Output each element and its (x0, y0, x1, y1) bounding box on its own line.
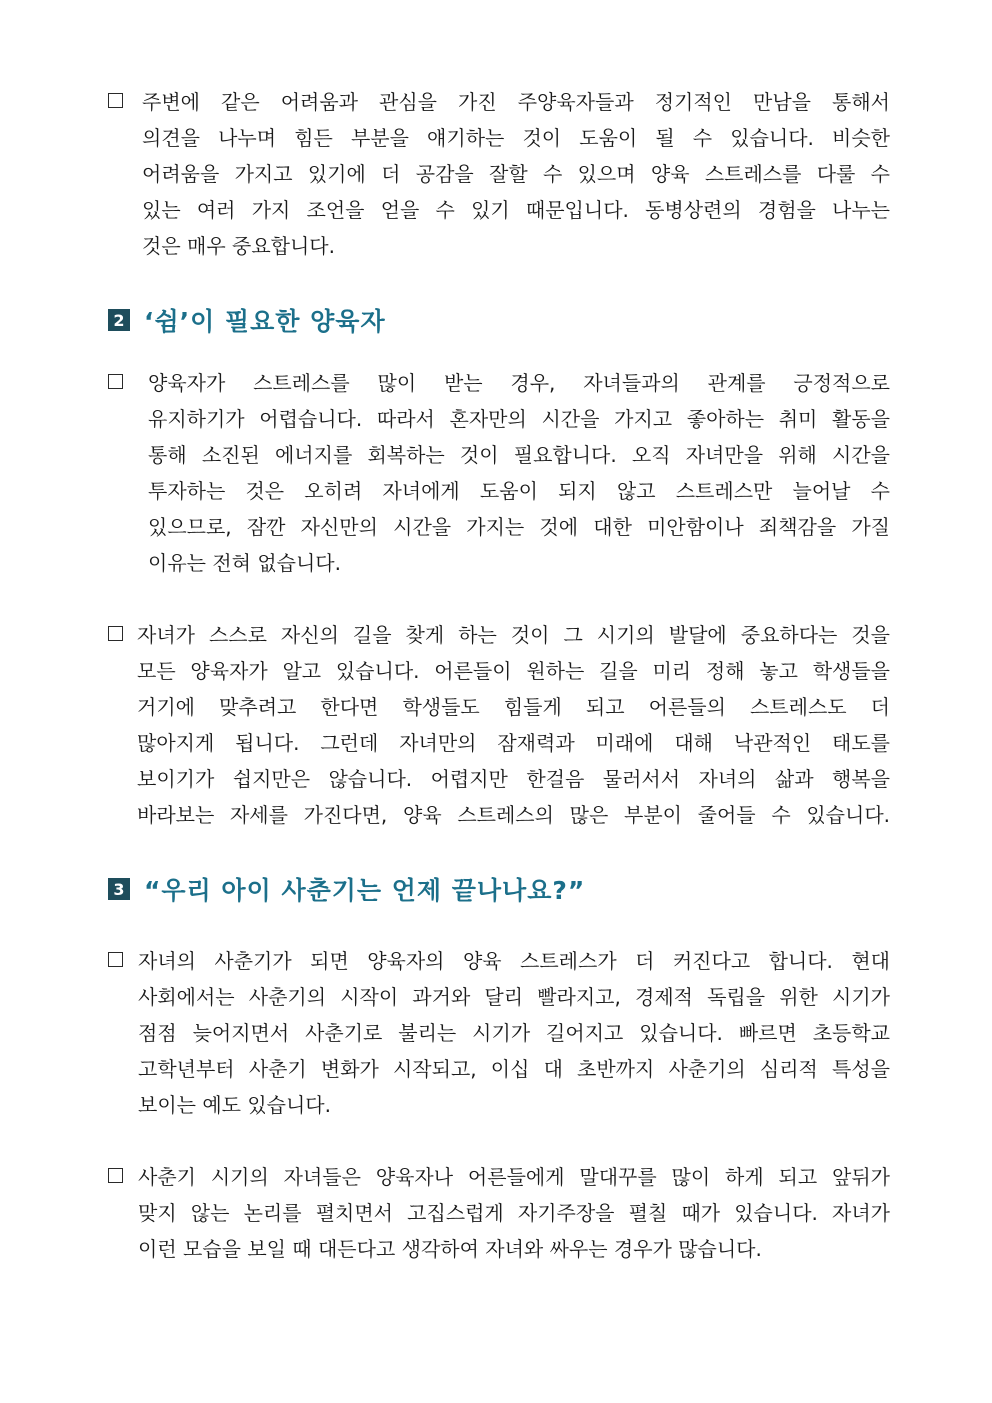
paragraph-line: 보이는 예도 있습니다. (138, 1093, 331, 1117)
section-title: ‘쉼’이 필요한 양육자 (144, 307, 386, 336)
paragraph-line: 고학년부터 사춘기 변화가 시작되고, 이십 대 초반까지 사춘기의 심리적 특성을 (138, 1057, 890, 1081)
paragraph-line: 의견을 나누며 힘든 부분을 얘기하는 것이 도움이 될 수 있습니다. 비슷한 (142, 126, 890, 150)
paragraph-line: 모든 양육자가 알고 있습니다. 어른들이 원하는 길을 미리 정해 놓고 학생들을 (137, 659, 890, 683)
paragraph-line: 점점 늦어지면서 사춘기로 불리는 시기가 길어지고 있습니다. 빠르면 초등학교 (138, 1021, 890, 1045)
section-heading-3 (108, 873, 585, 905)
paragraph-puberty-stress (108, 943, 890, 1123)
paragraph-peer-support (108, 84, 890, 264)
checkbox-bullet-icon (108, 952, 123, 967)
paragraph-line: 이런 모습을 보일 때 대든다고 생각하여 자녀와 싸우는 경우가 많습니다. (138, 1237, 762, 1261)
paragraph-line: 것은 매우 중요합니다. (142, 234, 335, 258)
paragraph-line: 사회에서는 사춘기의 시작이 과거와 달리 빨라지고, 경제적 독립을 위한 시기가 (138, 985, 890, 1009)
paragraph-line: 보이기가 쉽지만은 않습니다. 어렵지만 한걸음 물러서서 자녀의 삶과 행복을 (137, 767, 890, 791)
paragraph-line: 이유는 전혀 없습니다. (148, 551, 341, 575)
paragraph-child-path (108, 617, 890, 833)
paragraph-line: 거기에 맞추려고 한다면 학생들도 힘들게 되고 어른들의 스트레스도 더 (137, 695, 890, 719)
paragraph-line: 자녀의 사춘기가 되면 양육자의 양육 스트레스가 더 커진다고 합니다. 현대 (138, 949, 890, 973)
paragraph-line: 통해 소진된 에너지를 회복하는 것이 필요합니다. 오직 자녀만을 위해 시간을 (148, 443, 890, 467)
checkbox-bullet-icon (108, 626, 123, 641)
paragraph-line: 많아지게 됩니다. 그런데 자녀만의 잠재력과 미래에 대해 낙관적인 태도를 (137, 731, 890, 755)
section-number-badge: 2 (108, 309, 130, 331)
section-number-badge: 3 (108, 878, 130, 900)
paragraph-line: 유지하기가 어렵습니다. 따라서 혼자만의 시간을 가지고 좋아하는 취미 활동을 (148, 407, 890, 431)
paragraph-puberty-behavior (108, 1159, 890, 1267)
paragraph-line: 자녀가 스스로 자신의 길을 찾게 하는 것이 그 시기의 발달에 중요하다는 것을 (137, 623, 890, 647)
paragraph-line: 바라보는 자세를 가진다면, 양육 스트레스의 많은 부분이 줄어들 수 있습니다. (137, 803, 890, 827)
paragraph-line: 어려움을 가지고 있기에 더 공감을 잘할 수 있으며 양육 스트레스를 다룰 수 (142, 162, 890, 186)
section-heading-2 (108, 304, 386, 336)
paragraph-line: 주변에 같은 어려움과 관심을 가진 주양육자들과 정기적인 만남을 통해서 (142, 90, 890, 114)
paragraph-line: 맞지 않는 논리를 펼치면서 고집스럽게 자기주장을 펼칠 때가 있습니다. 자녀가 (138, 1201, 890, 1225)
paragraph-line: 있으므로, 잠깐 자신만의 시간을 가지는 것에 대한 미안함이나 죄책감을 가질 (148, 515, 890, 539)
paragraph-line: 사춘기 시기의 자녀들은 양육자나 어른들에게 말대꾸를 많이 하게 되고 앞뒤가 (138, 1165, 890, 1189)
checkbox-bullet-icon (108, 374, 123, 389)
checkbox-bullet-icon (108, 93, 123, 108)
section-title: “우리 아이 사춘기는 언제 끝나나요?” (144, 876, 586, 905)
paragraph-line: 투자하는 것은 오히려 자녀에게 도움이 되지 않고 스트레스만 늘어날 수 (148, 479, 890, 503)
paragraph-rest-needed (108, 365, 890, 581)
paragraph-line: 양육자가 스트레스를 많이 받는 경우, 자녀들과의 관계를 긍정적으로 (148, 371, 890, 395)
paragraph-line: 있는 여러 가지 조언을 얻을 수 있기 때문입니다. 동병상련의 경험을 나누는 (142, 198, 890, 222)
checkbox-bullet-icon (108, 1168, 123, 1183)
